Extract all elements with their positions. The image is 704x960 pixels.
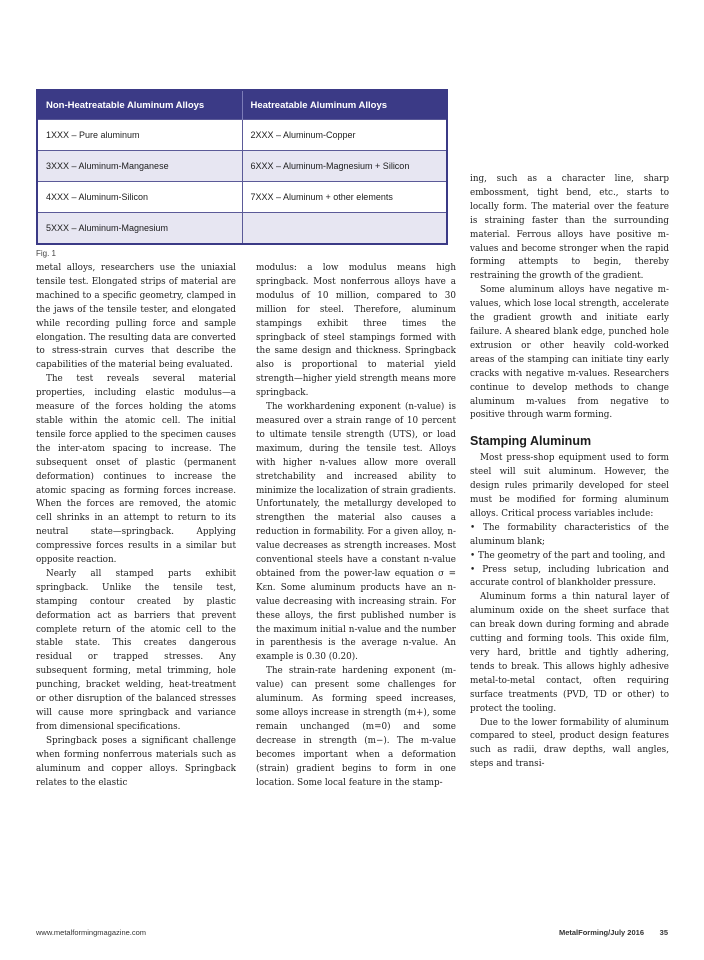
alloy-table-grid — [38, 91, 446, 243]
figure-caption: Fig. 1 — [36, 249, 57, 258]
paragraph: Some aluminum alloys have negative m-values, which lose local strength, accelerate the gradient growth and initiate early failure. A sheared blank edge, punched hole extrusion or other heavily cold-worked areas of the stamping can initiate tiny early cracks with negative m-values. Researchers continue to develop methods to change aluminum m-values from negative to positive through warm forming. — [470, 285, 669, 421]
table-cell — [242, 213, 446, 244]
paragraph: The workhardening exponent (n-value) is measured over a strain range of 10 percent to ultimate tensile strength (UTS), or load maximum, during the tensile test. Alloys with higher n-values allow more overall stretchability and increased ability to minimize the localization of strain gradients. Unfortunately, the metallurgy developed to strengthen the material also causes a reduction in formability. For a given alloy, n-value decreases as strength increases. Most conventional steels have a constant n-value obtained from the power-law equation σ = Kεn. Some aluminum products have an n-value decreasing with increasing strain. For these alloys, the first published number is the maximum initial n-value and the number in parenthesis is the average n-value. An example is 0.30 (0.20). — [256, 402, 456, 663]
paragraph: The strain-rate hardening exponent (m-value) can present some challenges for aluminum. As forming speed increases, some alloys increase in strength (m+), some remain unchanged (m=0) and some decrease in strength (m−). The m-value becomes important when a deformation (strain) gradient begins to form in one location. Some local feature in the stamp- — [256, 666, 456, 788]
table-cell: 4XXX – Aluminum-Silicon — [38, 182, 242, 213]
table-header-non-heatreatable: Non-Heatreatable Aluminum Alloys — [38, 91, 242, 120]
paragraph: Due to the lower formability of aluminum compared to steel, product design features such as radii, draw depths, wall angles, steps and transi- — [470, 717, 669, 770]
article-column-1 — [36, 262, 236, 790]
table-row — [38, 182, 446, 213]
paragraph: Springback poses a significant challenge when forming nonferrous materials such as aluminum and copper alloys. Springback relates to the elastic — [36, 735, 236, 788]
table-row — [38, 151, 446, 182]
table-cell: 6XXX – Aluminum-Magnesium + Silicon — [242, 151, 446, 182]
table-header-row — [38, 91, 446, 120]
bullet-item: • The geometry of the part and tooling, and — [470, 550, 666, 561]
footer-url: www.metalformingmagazine.com — [36, 928, 147, 937]
page-footer — [36, 928, 668, 942]
article-column-3 — [470, 173, 669, 772]
paragraph: metal alloys, researchers use the uniaxial tensile test. Elongated strips of material are machined to a specific geometry, clamped in the jaws of the tensile tester, and elongated while recording pulling force and sample elongation. The resulting data are converted to stress-strain curves that describe the capabilities of the material being evaluated. — [36, 263, 236, 371]
paragraph: modulus: a low modulus means high springback. Most nonferrous alloys have a modulus of 10 million, compared to 30 million for steel. Therefore, aluminum stampings exhibit three times the springback of steel stampings formed with the same design and thickness. Springback also is proportional to material yield strength—higher yield strength means more springback. — [256, 263, 456, 399]
table-header-heatreatable: Heatreatable Aluminum Alloys — [242, 91, 446, 120]
section-heading: Stamping Aluminum — [470, 434, 592, 449]
paragraph: Nearly all stamped parts exhibit springback. Unlike the tensile test, stamping contour created by plastic deformation act as barriers that prevent complete return of the atomic cell to the stable state. This creates dangerous residual or trapped stresses. Any subsequent forming, metal trimming, hole punching, bracket welding, heat-treatment or other disruption of the balanced stresses will cause more springback and variance from dimensional specifications. — [36, 568, 236, 732]
table-cell: 7XXX – Aluminum + other elements — [242, 182, 446, 213]
paragraph: The test reveals several material properties, including elastic modulus—a measure of the forces holding the atoms stable within the atomic cell. The initial tensile force applied to the specimen causes the inter-atom spacing to increase. The subsequent onset of plastic (permanent deformation) continues to increase the atomic spacing as forming forces increase. When the forces are removed, the atomic cell shrinks in an attempt to return to its neutral state—springback. Applying compressive forces results in a similar but opposite reaction. — [36, 374, 236, 566]
bullet-item: • Press setup, including lubrication and accurate control of blankholder pressure. — [470, 564, 669, 589]
paragraph: Aluminum forms a thin natural layer of aluminum oxide on the sheet surface that can break down during forming and abrade cutting and forming tools. This oxide film, very hard, brittle and tightly adhering, tends to break. This allows highly adhesive metal-to-metal contact, often requiring surface treatments (PVD, TD or other) to protect the tooling. — [470, 592, 669, 714]
table-cell: 5XXX – Aluminum-Magnesium — [38, 213, 242, 244]
table-cell: 3XXX – Aluminum-Manganese — [38, 151, 242, 182]
paragraph: ing, such as a character line, sharp embossment, tight bend, etc., starts to locally form. The material over the feature is straining faster than the surrounding material. Ferrous alloys have positive m-values and become stronger when the rapid forming attempts to begin, thereby restraining the growth of the gradient. — [470, 174, 669, 282]
table-row — [38, 120, 446, 151]
table-cell: 2XXX – Aluminum-Copper — [242, 120, 446, 151]
footer-magazine: MetalForming/July 2016 — [558, 928, 644, 937]
article-column-2 — [256, 262, 456, 790]
paragraph: Most press-shop equipment used to form steel will suit aluminum. However, the design rules primarily developed for steel must be modified for forming aluminum alloys. Critical process variables include: — [470, 453, 669, 519]
bullet-item: • The formability characteristics of the aluminum blank; — [470, 522, 669, 547]
table-row — [38, 213, 446, 244]
page-number: 35 — [659, 928, 668, 937]
alloy-table — [36, 89, 448, 245]
table-cell: 1XXX – Pure aluminum — [38, 120, 242, 151]
